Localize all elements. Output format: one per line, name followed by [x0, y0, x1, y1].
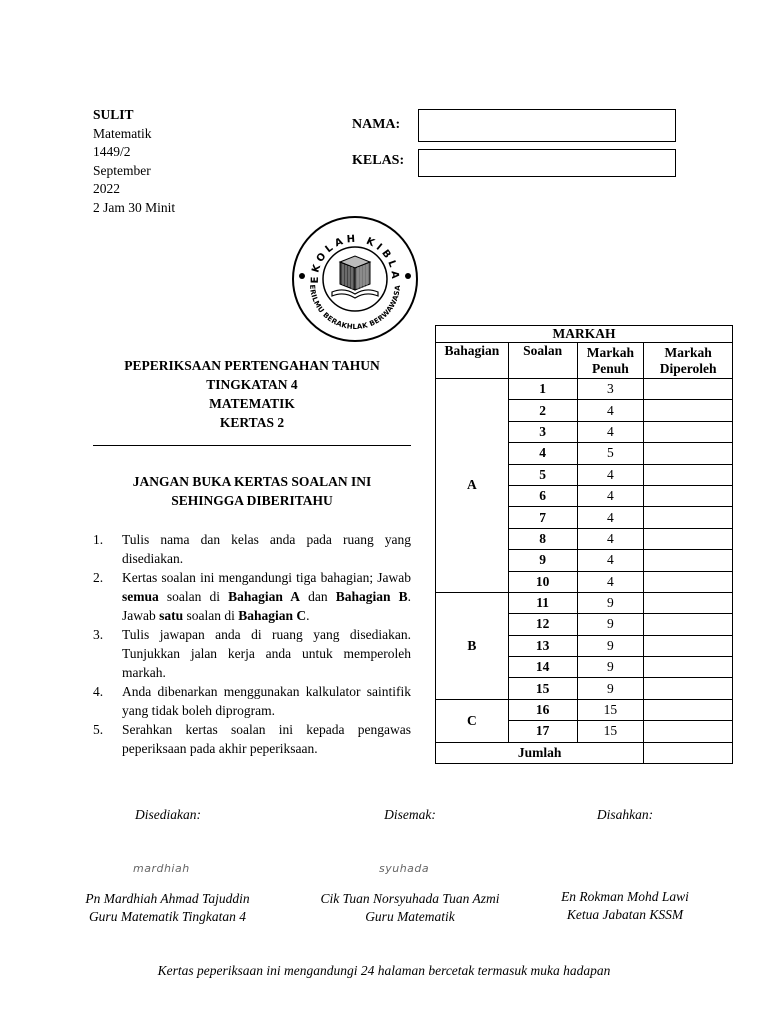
markah-penuh-cell: 9 — [577, 635, 644, 656]
markah-penuh-cell: 4 — [577, 550, 644, 571]
soalan-cell: 17 — [508, 721, 577, 742]
table-row — [436, 592, 733, 613]
instruction-number: 1. — [93, 532, 104, 547]
markah-diperoleh-cell[interactable] — [644, 635, 733, 656]
marks-table-title: MARKAH — [436, 326, 733, 343]
school-logo — [290, 214, 420, 344]
instruction-text: soalan di — [183, 608, 239, 623]
subject: Matematik — [93, 125, 152, 141]
markah-diperoleh-cell[interactable] — [644, 614, 733, 635]
soalan-cell: 4 — [508, 443, 577, 464]
markah-diperoleh-cell[interactable] — [644, 379, 733, 400]
checked-by — [295, 890, 525, 926]
instruction-text: Anda dibenarkan menggunakan kalkulator saintifik yang tidak boleh diprogram. — [122, 684, 411, 718]
soalan-cell: 12 — [508, 614, 577, 635]
kaaba-icon — [340, 256, 370, 290]
prepared-label: Disediakan: — [135, 807, 201, 822]
soalan-cell: 10 — [508, 571, 577, 592]
instruction-number: 5. — [93, 722, 104, 737]
column-header-bahagian: Bahagian — [436, 343, 509, 379]
markah-diperoleh-cell[interactable] — [644, 443, 733, 464]
approved-by — [535, 888, 715, 924]
warning — [93, 472, 411, 510]
instruction-text: dan — [300, 589, 336, 604]
instruction-item — [93, 530, 411, 568]
emphasis-bahagian-a: Bahagian A — [228, 589, 300, 604]
soalan-cell: 3 — [508, 421, 577, 442]
markah-penuh-cell: 4 — [577, 571, 644, 592]
exam-title-line1: PEPERIKSAAN PERTENGAHAN TAHUN — [124, 358, 380, 373]
soalan-cell: 13 — [508, 635, 577, 656]
nama-field[interactable] — [418, 109, 676, 142]
jumlah-label: Jumlah — [436, 742, 644, 763]
duration: 2 Jam 30 Minit — [93, 199, 176, 215]
markah-penuh-cell: 9 — [577, 657, 644, 678]
divider — [93, 445, 411, 446]
markah-diperoleh-cell[interactable] — [644, 550, 733, 571]
year: 2022 — [93, 181, 120, 196]
instruction-item — [93, 720, 411, 758]
instruction-number: 4. — [93, 684, 104, 699]
approved-name: En Rokman Mohd Lawi — [561, 889, 689, 904]
bahagian-cell: B — [436, 592, 509, 699]
exam-title-line2: TINGKATAN 4 — [206, 377, 298, 392]
soalan-cell: 1 — [508, 379, 577, 400]
approved-label: Disahkan: — [596, 807, 654, 822]
soalan-cell: 11 — [508, 592, 577, 613]
markah-penuh-cell: 9 — [577, 614, 644, 635]
prepared-signature: mardhiah — [133, 862, 190, 875]
emphasis-bahagian-c: Bahagian C — [238, 608, 307, 623]
markah-diperoleh-cell[interactable] — [644, 421, 733, 442]
prepared-title: Guru Matematik Tingkatan 4 — [88, 909, 247, 924]
instruction-text: Tulis nama dan kelas anda pada ruang yang disediakan. — [122, 532, 411, 566]
sulit-label: SULIT — [93, 107, 134, 122]
markah-penuh-cell: 9 — [577, 592, 644, 613]
prepared-by — [55, 890, 280, 926]
nama-label: NAMA: — [352, 117, 401, 132]
markah-penuh-cell: 15 — [577, 699, 644, 720]
soalan-cell: 15 — [508, 678, 577, 699]
instruction-number: 2. — [93, 570, 104, 585]
emphasis-satu: satu — [159, 608, 184, 623]
month: September — [93, 162, 151, 178]
markah-diperoleh-cell[interactable] — [644, 721, 733, 742]
instruction-text: Kertas soalan ini mengandungi tiga bahagian; Jawab — [122, 570, 411, 585]
markah-diperoleh-cell[interactable] — [644, 592, 733, 613]
soalan-cell: 6 — [508, 485, 577, 506]
markah-penuh-cell: 4 — [577, 464, 644, 485]
soalan-cell: 16 — [508, 699, 577, 720]
soalan-cell: 9 — [508, 550, 577, 571]
warning-line2: SEHINGGA DIBERITAHU — [171, 493, 333, 508]
paper-code: 1449/2 — [93, 144, 131, 159]
instruction-text: . Jawab — [122, 589, 412, 623]
markah-diperoleh-cell[interactable] — [644, 699, 733, 720]
bahagian-cell: A — [436, 379, 509, 593]
instructions-list — [93, 530, 411, 758]
soalan-cell: 7 — [508, 507, 577, 528]
markah-diperoleh-cell[interactable] — [644, 507, 733, 528]
markah-penuh-cell: 15 — [577, 721, 644, 742]
column-header-markah-diperoleh: Markah Diperoleh — [644, 343, 733, 379]
column-header-markah-penuh: Markah Penuh — [577, 343, 644, 379]
marks-table-body — [436, 379, 733, 743]
marks-table — [435, 325, 733, 764]
checked-name: Cik Tuan Norsyuhada Tuan Azmi — [320, 891, 500, 906]
bahagian-cell: C — [436, 699, 509, 742]
markah-diperoleh-cell[interactable] — [644, 400, 733, 421]
markah-diperoleh-cell[interactable] — [644, 528, 733, 549]
markah-diperoleh-cell[interactable] — [644, 657, 733, 678]
instruction-item — [93, 568, 411, 625]
exam-title-line3: MATEMATIK — [209, 396, 295, 411]
markah-penuh-cell: 4 — [577, 400, 644, 421]
logo-top-text: EKOLAH KIBLA — [309, 233, 401, 284]
markah-penuh-cell: 9 — [577, 678, 644, 699]
prepared-name: Pn Mardhiah Ahmad Tajuddin — [85, 891, 250, 906]
markah-diperoleh-cell[interactable] — [644, 678, 733, 699]
markah-penuh-cell: 4 — [577, 421, 644, 442]
instruction-number: 3. — [93, 627, 104, 642]
checked-signature: syuhada — [379, 862, 430, 875]
emphasis-bahagian-b: Bahagian B — [335, 589, 408, 604]
instruction-text: soalan di — [158, 589, 229, 604]
markah-penuh-cell: 4 — [577, 507, 644, 528]
markah-diperoleh-cell[interactable] — [644, 485, 733, 506]
emphasis-semua: semua — [122, 589, 159, 604]
page-footer: Kertas peperiksaan ini mengandungi 24 halaman bercetak termasuk muka hadapan — [157, 963, 611, 978]
soalan-cell: 5 — [508, 464, 577, 485]
soalan-cell: 2 — [508, 400, 577, 421]
markah-penuh-cell: 4 — [577, 485, 644, 506]
paper-header — [93, 106, 175, 217]
exam-title-line4: KERTAS 2 — [219, 415, 285, 430]
jumlah-input-cell[interactable] — [644, 742, 733, 763]
markah-diperoleh-cell[interactable] — [644, 571, 733, 592]
table-row — [436, 379, 733, 400]
warning-line1: JANGAN BUKA KERTAS SOALAN INI — [132, 474, 372, 489]
markah-diperoleh-cell[interactable] — [644, 464, 733, 485]
instruction-text: Tulis jawapan anda di ruang yang disediakan. Tunjukkan jalan kerja anda untuk memperoleh markah. — [122, 627, 411, 680]
book-icon — [332, 290, 378, 298]
column-header-soalan: Soalan — [508, 343, 577, 379]
checked-title: Guru Matematik — [365, 909, 455, 924]
kelas-label: KELAS: — [352, 153, 405, 168]
instruction-item — [93, 682, 411, 720]
checked-label: Disemak: — [384, 807, 436, 822]
markah-penuh-cell: 3 — [577, 379, 644, 400]
soalan-cell: 8 — [508, 528, 577, 549]
table-row — [436, 699, 733, 720]
instruction-text: Serahkan kertas soalan ini kepada pengawas peperiksaan pada akhir peperiksaan. — [122, 722, 411, 756]
markah-penuh-cell: 5 — [577, 443, 644, 464]
soalan-cell: 14 — [508, 657, 577, 678]
instruction-item — [93, 625, 411, 682]
approved-title: Ketua Jabatan KSSM — [566, 907, 684, 922]
logo-bottom-text: ERILMU BERAKHLAK BERWAWASA — [307, 284, 403, 332]
kelas-field[interactable] — [418, 149, 676, 177]
instruction-text: . — [306, 608, 310, 623]
markah-penuh-cell: 4 — [577, 528, 644, 549]
exam-title — [93, 356, 411, 432]
